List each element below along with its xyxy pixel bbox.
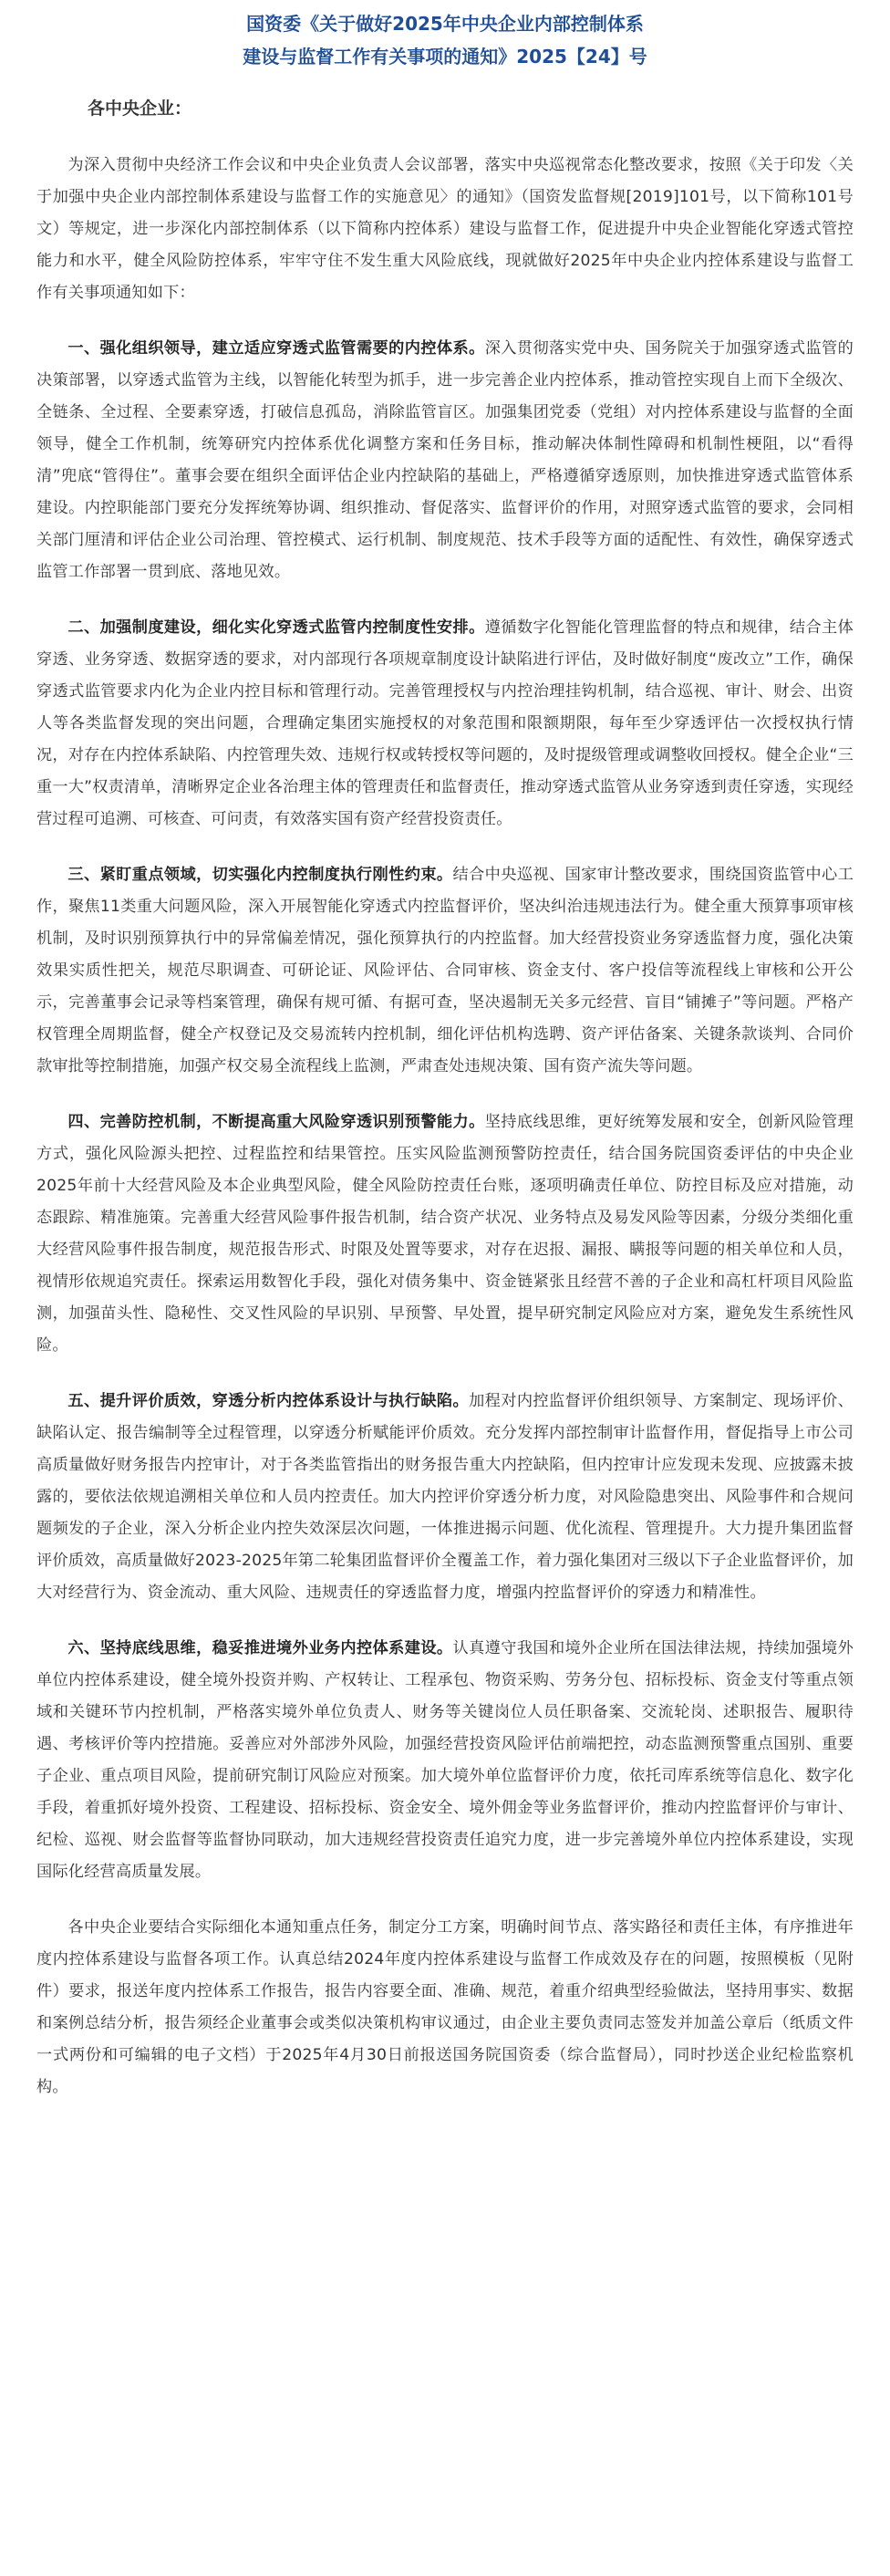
document-title	[36, 7, 854, 73]
section-heading: 三、紧盯重点领域，切实强化内控制度执行刚性约束。	[67, 866, 453, 884]
section-heading: 二、加强制度建设，细化实化穿透式监管内控制度性安排。	[67, 618, 485, 637]
section-body: 深入贯彻落实党中央、国务院关于加强穿透式监管的决策部署，以穿透式监管为主线，以智能化转型为抓手，进一步完善企业内控体系，推动管控实现自上而下全级次、全链条、全过程、全要素穿透，打破信息孤岛，消除监管盲区。加强集团党委（党组）对内控体系建设与监督的全面领导，健全工作机制，统筹研究内控体系优化调整方案和任务目标，推动解决体制性障碍和机制性梗阻，以“看得清”兜底“管得住”。董事会要在组织全面评估企业内控缺陷的基础上，严格遵循穿透原则，加快推进穿透式监管体系建设。内控职能部门要充分发挥统筹协调、组织推动、督促落实、监督评价的作用，对照穿透式监管的要求，会同相关部门厘清和评估企业公司治理、管控模式、运行机制、制度规范、技术手段等方面的适配性、有效性，确保穿透式监管工作部署一贯到底、落地见效。	[36, 339, 854, 581]
section-heading: 五、提升评价质效，穿透分析内控体系设计与执行缺陷。	[67, 1392, 470, 1410]
section-body: 遵循数字化智能化管理监督的特点和规律，结合主体穿透、业务穿透、数据穿透的要求，对内部现行各项规章制度设计缺陷进行评估，及时做好制度“废改立”工作，确保穿透式监管要求内化为企业内控目标和管理行动。完善管理授权与内控治理挂钩机制，结合巡视、审计、财会、出资人等各类监督发现的突出问题，合理确定集团实施授权的对象范围和限额期限，每年至少穿透评估一次授权执行情况，对存在内控体系缺陷、内控管理失效、违规行权或转授权等问题的，及时提级管理或调整收回授权。健全企业“三重一大”权责清单，清晰界定企业各治理主体的管理责任和监督责任，推动穿透式监管从业务穿透到责任穿透，实现经营过程可追溯、可核查、可问责，有效落实国有资产经营投资责任。	[36, 618, 854, 828]
section-5	[36, 1386, 854, 1609]
section-body: 认真遵守我国和境外企业所在国法律法规，持续加强境外单位内控体系建设，健全境外投资并购、产权转让、工程承包、物资采购、劳务分包、招标投标、资金支付等重点领域和关键环节内控机制，严格落实境外单位负责人、财务等关键岗位人员任职备案、交流轮岗、述职报告、履职待遇、考核评价等内控措施。妥善应对外部涉外风险，加强经营投资风险评估前端把控，动态监测预警重点国别、重要子企业、重点项目风险，提前研究制订风险应对预案。加大境外单位监督评价力度，依托司库系统等信息化、数字化手段，着重抓好境外投资、工程建设、招标投标、资金安全、境外佣金等业务监督评价，推动内控监督评价与审计、纪检、巡视、财会监督等监督协同联动，加大违规经营投资责任追究力度，进一步完善境外单位内控体系建设，实现国际化经营高质量发展。	[36, 1639, 854, 1881]
section-body: 结合中央巡视、国家审计整改要求，围绕国资监管中心工作，聚焦11类重大问题风险，深入开展智能化穿透式内控监督评价，坚决纠治违规违法行为。健全重大预算事项审核机制，及时识别预算执行中的异常偏差情况，强化预算执行的内控监督。加大经营投资业务穿透监督力度，强化决策效果实质性把关，规范尽职调查、可研论证、风险评估、合同审核、资金支付、客户投信等流程线上审核和公开公示，完善董事会记录等档案管理，确保有规可循、有据可查，坚决遏制无关多元经营、盲目“铺摊子”等问题。严格产权管理全周期监督，健全产权登记及交易流转内控机制，细化评估机构选聘、资产评估备案、关键条款谈判、合同价款审批等控制措施，加强产权交易全流程线上监测，严肃查处违规决策、国有资产流失等问题。	[36, 866, 854, 1075]
section-heading: 六、坚持底线思维，稳妥推进境外业务内控体系建设。	[67, 1639, 453, 1657]
section-heading: 一、强化组织领导，建立适应穿透式监管需要的内控体系。	[67, 339, 485, 358]
section-3	[36, 859, 854, 1083]
section-body: 坚持底线思维，更好统筹发展和安全，创新风险管理方式，强化风险源头把控、过程监控和结果管控。压实风险监测预警防控责任，结合国务院国资委评估的中央企业2025年前十大经营风险及本企业典型风险，健全风险防控责任台账，逐项明确责任单位、防控目标及应对措施，动态跟踪、精准施策。完善重大经营风险事件报告机制，结合资产状况、业务特点及易发风险等因素，分级分类细化重大经营风险事件报告制度，规范报告形式、时限及处置等要求，对存在迟报、漏报、瞒报等问题的相关单位和人员，视情形依规追究责任。探索运用数智化手段，强化对债务集中、资金链紧张且经营不善的子企业和高杠杆项目风险监测，加强苗头性、隐秘性、交叉性风险的早识别、早预警、早处置，提早研究制定风险应对方案，避免发生系统性风险。	[36, 1113, 854, 1355]
section-body: 加程对内控监督评价组织领导、方案制定、现场评价、缺陷认定、报告编制等全过程管理，以穿透分析赋能评价质效。充分发挥内部控制审计监督作用，督促指导上市公司高质量做好财务报告内控审计，对于各类监管指出的财务报告重大内控缺陷，但内控审计应发现未发现、应披露未披露的，要依法依规追溯相关单位和人员内控责任。加大内控评价穿透分析力度，对风险隐患突出、风险事件和合规问题频发的子企业，深入分析企业内控失效深层次问题，一体推进揭示问题、优化流程、管理提升。大力提升集团监督评价质效，高质量做好2023-2025年第二轮集团监督评价全覆盖工作，着力强化集团对三级以下子企业监督评价，加大对经营行为、资金流动、重大风险、违规责任的穿透监督力度，增强内控监督评价的穿透力和精准性。	[36, 1392, 854, 1602]
intro-paragraph: 为深入贯彻中央经济工作会议和中央企业负责人会议部署，落实中央巡视常态化整改要求，按照《关于印发〈关于加强中央企业内部控制体系建设与监督工作的实施意见〉的通知》（国资发监督规[2019]101号，以下简称101号文）等规定，进一步深化内部控制体系（以下简称内控体系）建设与监督工作，促进提升中央企业智能化穿透式管控能力和水平，健全风险防控体系，牢牢守住不发生重大风险底线，现就做好2025年中央企业内控体系建设与监督工作有关事项通知如下：	[36, 156, 854, 302]
section-4	[36, 1106, 854, 1362]
closing-paragraph: 各中央企业要结合实际细化本通知重点任务，制定分工方案，明确时间节点、落实路径和责任主体，有序推进年度内控体系建设与监督各项工作。认真总结2024年度内控体系建设与监督工作成效及存在的问题，按照模板（见附件）要求，报送年度内控体系工作报告，报告内容要全面、准确、规范，着重介绍典型经验做法，坚持用事实、数据和案例总结分析，报告须经企业董事会或类似决策机构审议通过，由企业主要负责同志签发并加盖公章后（纸质文件一式两份和可编辑的电子文档）于2025年4月30日前报送国务院国资委（综合监督局），同时抄送企业纪检监察机构。	[36, 1918, 854, 2096]
section-heading: 四、完善防控机制，不断提高重大风险穿透识别预警能力。	[67, 1113, 485, 1131]
section-1	[36, 333, 854, 588]
title-line-1: 国资委《关于做好2025年中央企业内部控制体系	[246, 13, 644, 35]
section-2	[36, 612, 854, 836]
title-line-2: 建设与监督工作有关事项的通知》2025【24】号	[243, 46, 647, 68]
section-6	[36, 1633, 854, 1888]
salutation: 各中央企业：	[88, 99, 192, 119]
